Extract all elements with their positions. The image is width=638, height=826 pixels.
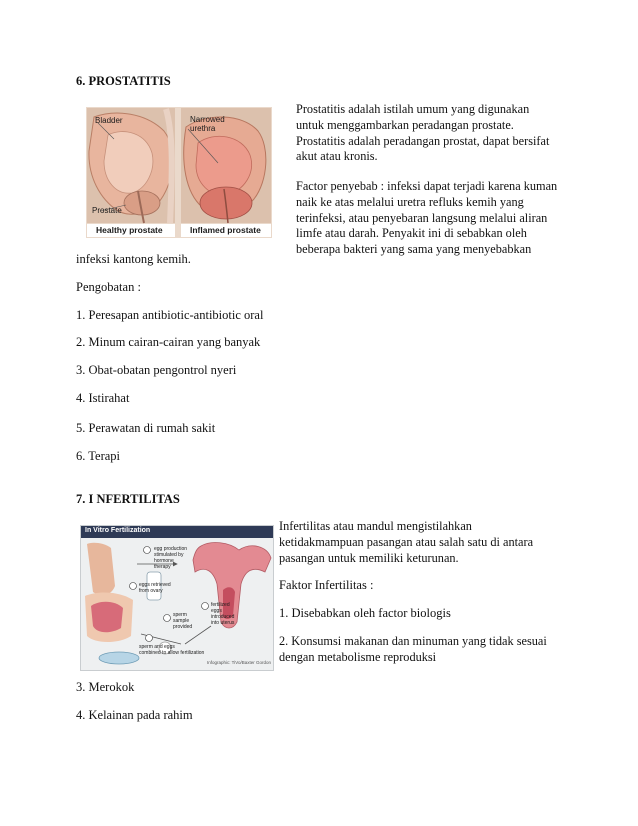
ivf-figure: [80, 525, 274, 671]
factor-item: 4. Kelainan pada rahim: [76, 708, 193, 722]
ivf-step-5: fertilized eggs introduced into uterus: [211, 602, 235, 626]
treatment-item: 5. Perawatan di rumah sakit: [76, 421, 216, 435]
ivf-step-1: egg production stimulated by hormone therapy: [154, 546, 188, 570]
factor-item: 3. Merokok: [76, 680, 135, 694]
factor-item: 1. Disebabkan oleh factor biologis: [279, 606, 451, 620]
treatment-item: 2. Minum cairan-cairan yang banyak: [76, 335, 261, 349]
ivf-step-4: sperm and eggs combined to allow fertilization: [139, 644, 205, 656]
label-narrowed-urethra: Narrowed urethra: [190, 115, 225, 133]
treatment-item: 1. Peresapan antibiotic-antibiotic oral: [76, 308, 264, 322]
infertilitas-definition: Infertilitas atau mandul mengistilahkan ketidakmampuan pasangan atau salah satu di antara pasangan untuk memiliki keturunan.: [279, 519, 534, 565]
ivf-step-2: eggs retrieved from ovary: [139, 582, 171, 594]
label-bladder: Bladder: [95, 116, 123, 125]
treatment-item: 4. Istirahat: [76, 391, 130, 405]
treatment-item: 3. Obat-obatan pengontrol nyeri: [76, 363, 237, 377]
label-prostate: Prostate: [92, 206, 122, 215]
section-heading-prostatitis: 6. PROSTATITIS: [76, 74, 171, 88]
prostatitis-cause: Factor penyebab : infeksi dapat terjadi karena kuman naik ke atas melalui uretra refluks kemih yang terinfeksi, atau penyebaran langsung melalui aliran limfe atau darah. Penyakit ini di sebabkan oleh beberapa bakteri yang sama yang menyebabkan: [296, 179, 558, 257]
treatment-label: Pengobatan :: [76, 280, 141, 294]
prostate-figure: [86, 107, 272, 238]
section-heading-infertilitas: 7. I NFERTILITAS: [76, 492, 180, 506]
ivf-figure-credit: Infographic: TiVo/Baxter Gordon: [207, 660, 272, 665]
ivf-figure-title: In Vitro Fertilization: [85, 527, 151, 534]
treatment-item: 6. Terapi: [76, 449, 121, 463]
ivf-step-3: sperm sample provided: [173, 612, 193, 630]
prostatitis-definition: Prostatitis adalah istilah umum yang digunakan untuk menggambarkan peradangan prostate. Prostatitis adalah peradangan prostat, dapat bersifat akut atau kronis.: [296, 102, 550, 164]
caption-healthy-prostate: Healthy prostate: [96, 225, 163, 235]
factor-label: Faktor Infertilitas :: [279, 578, 374, 592]
cause-continuation: infeksi kantong kemih.: [76, 252, 191, 266]
factor-item: 2. Konsumsi makanan dan minuman yang tidak sesuai dengan metabolisme reproduksi: [279, 634, 547, 664]
caption-inflamed-prostate: Inflamed prostate: [190, 225, 261, 235]
